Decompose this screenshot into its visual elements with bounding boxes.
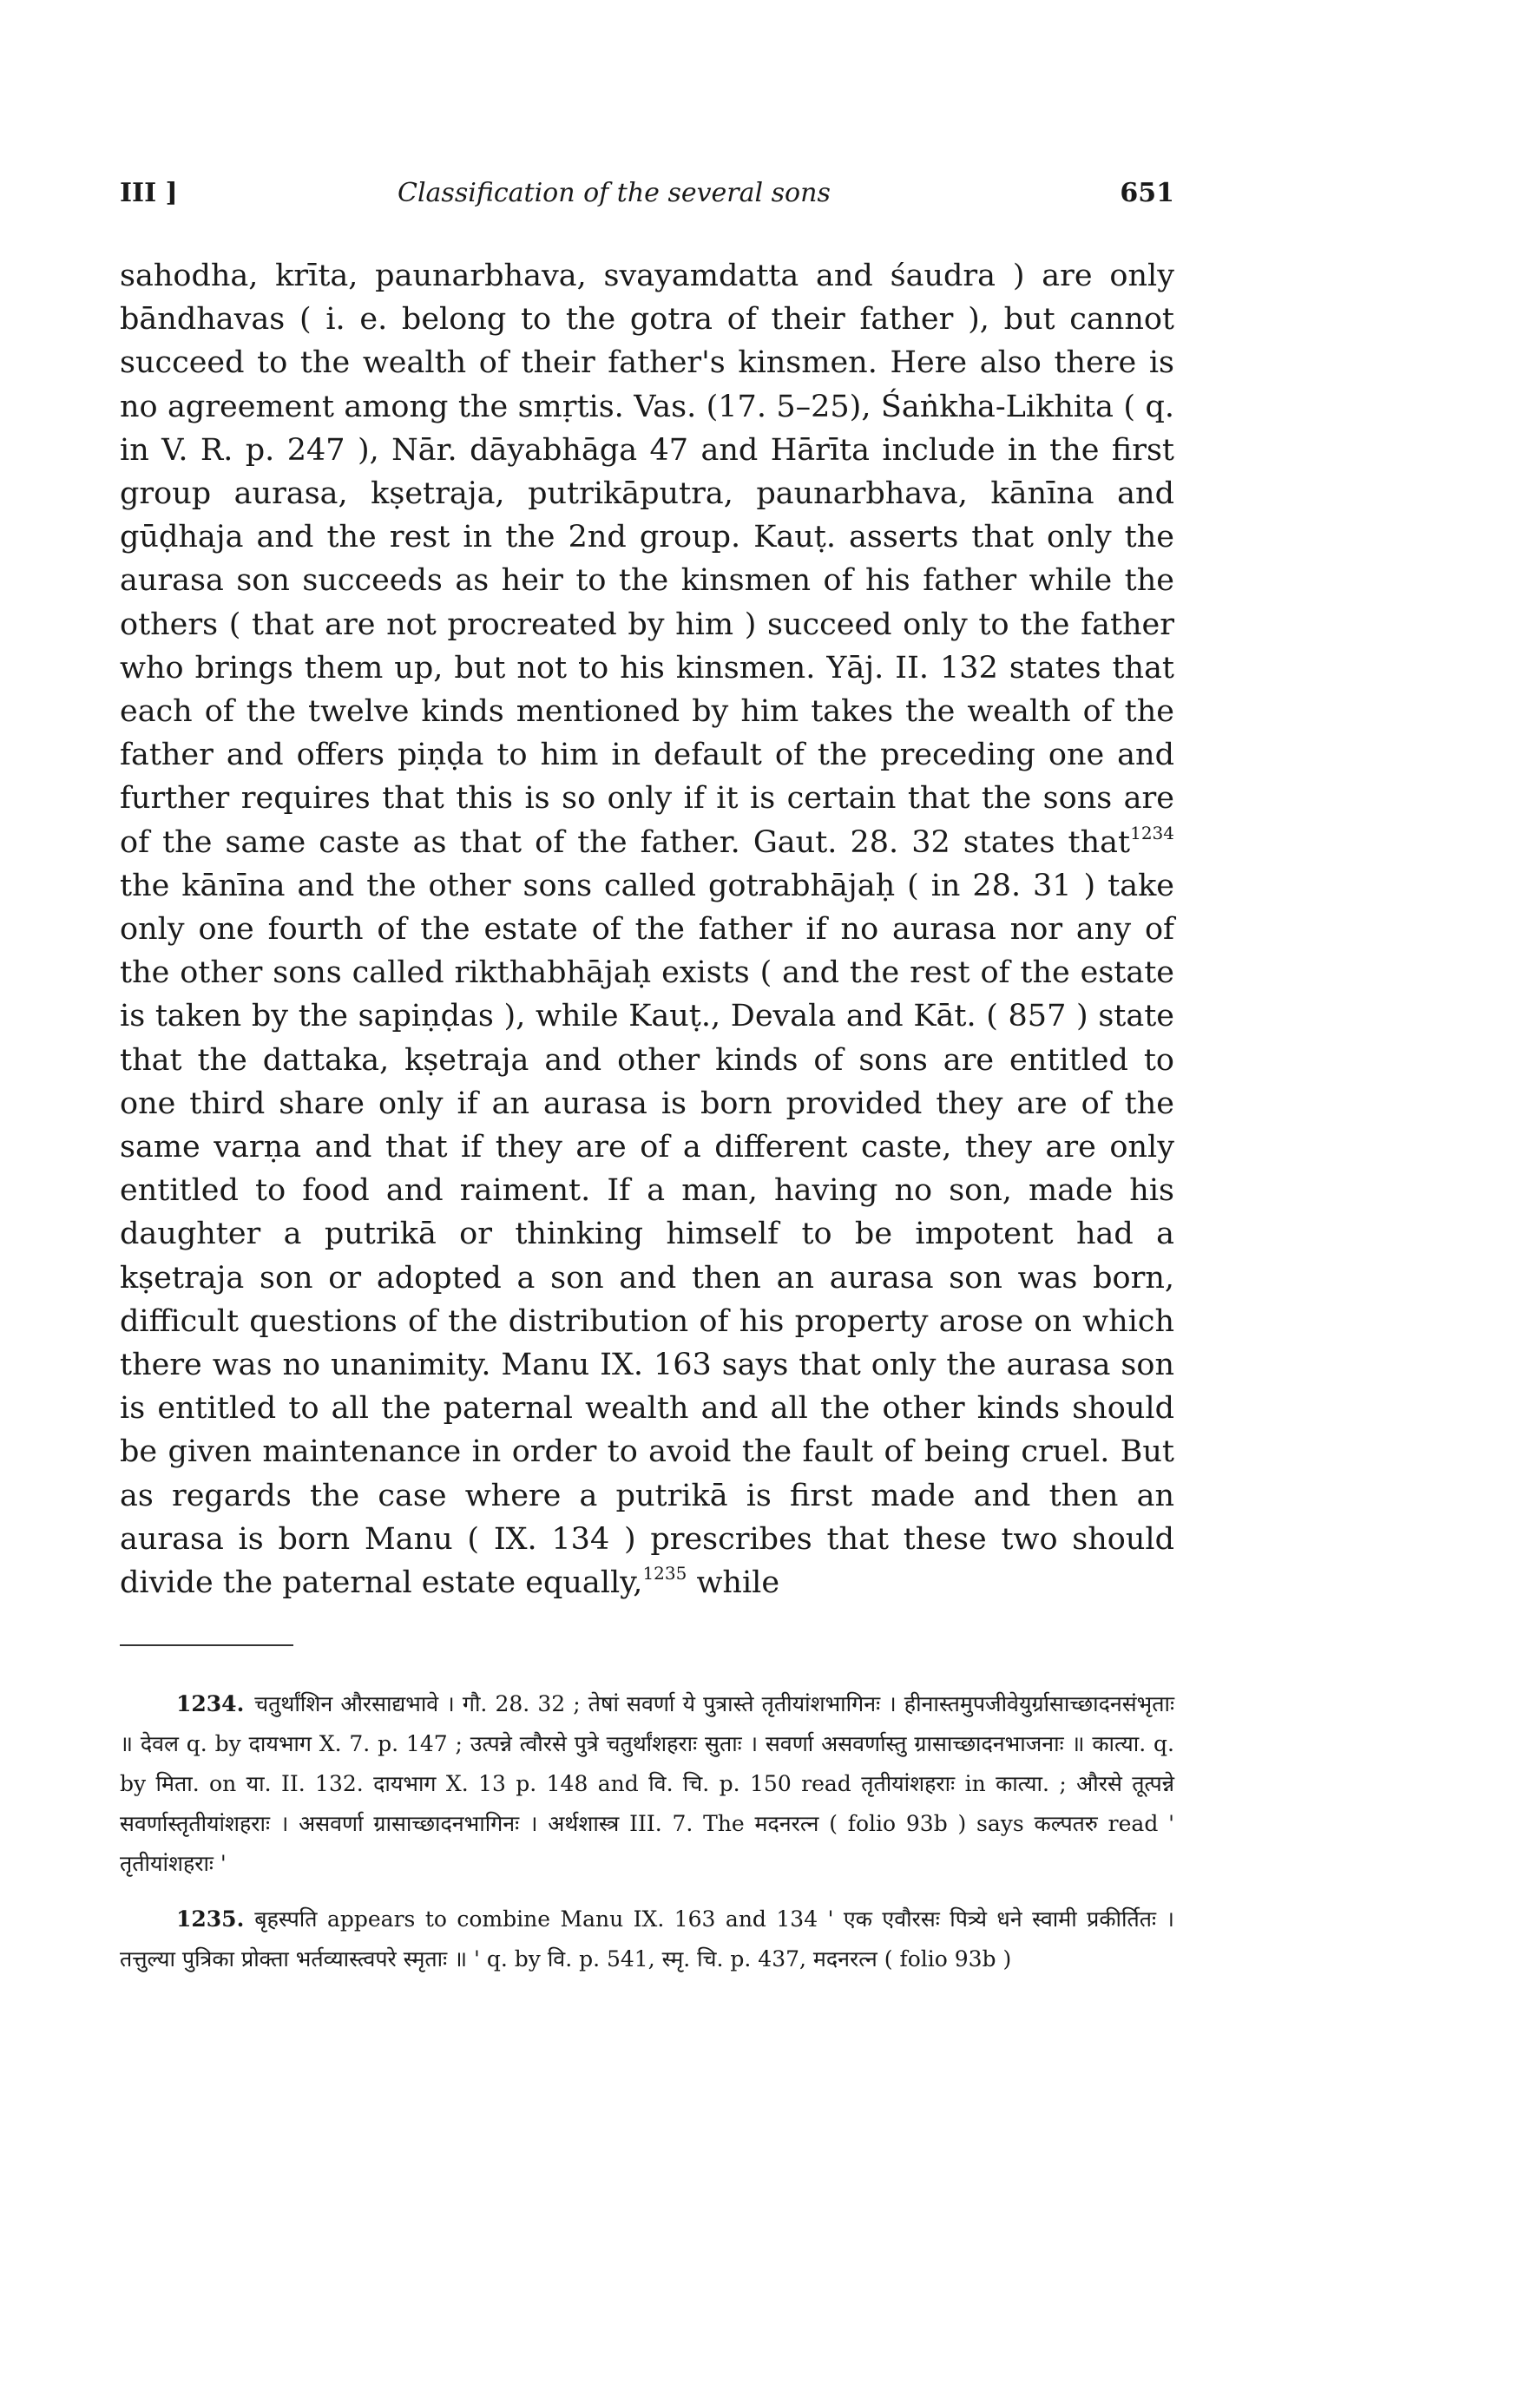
paragraph-text-end: while [687, 1565, 780, 1601]
section-label: III ] [120, 178, 178, 208]
paragraph [120, 254, 1174, 1604]
footnote-text: चतुर्थांशिन औरसाद्यभावे । गौ. 28. 32 ; तेषां सवर्णा ये पुत्रास्ते तृतीयांशभागिनः । हीनास्तमुपजीवेयुर्ग्रासाच्छादनसंभृताः ॥ देवल q. by दायभाग X. 7. p. 147 ; उत्पन्ने त्वौरसे पुत्रे चतुर्थांशहराः सुताः । सवर्णा असवर्णास्तु ग्रासाच्छादनभाजनाः ॥ कात्या. q. by मिता. on या. II. 132. दायभाग X. 13 p. 148 and वि. चि. p. 150 read तृतीयांशहराः in कात्या. ; औरसे तूत्पन्ने सवर्णास्तृतीयांशहराः । असवर्णा ग्रासाच्छादनभागिनः । अर्थशास्त्र III. 7. The मदनरत्न ( folio 93b ) says कल्पतरु read ' तृतीयांशहराः ' [120, 1691, 1174, 1877]
page [120, 178, 1174, 1995]
footnote-1234 [120, 1684, 1174, 1884]
footnote-text: बृहस्पति appears to combine Manu IX. 163 and 134 ' एक एवौरसः पित्र्ये धने स्वामी प्रकीर्तितः । तत्तुल्या पुत्रिका प्रोक्ता भर्तव्यास्त्वपरे स्मृताः ॥ ' q. by वि. p. 541, स्मृ. चि. p. 437, मदनरत्न ( folio 93b ) [120, 1906, 1174, 1972]
footnotes [120, 1684, 1174, 1979]
footnote-1235 [120, 1899, 1174, 1979]
footnote-number: 1235. [176, 1906, 245, 1932]
footnote-divider [120, 1644, 293, 1646]
footnote-ref-1234[interactable]: 1234 [1130, 822, 1174, 843]
paragraph-text: sahodha, krīta, paunarbhava, svayamdatta and śaudra ) are only bāndhavas ( i. e. belong to the gotra of their father ), but cannot succeed to the wealth of their father's kinsmen. Here also there is no agreement among the smṛtis. Vas. (17. 5–25), Śaṅkha-Likhita ( q. in V. R. p. 247 ), Nār. dāyabhāga 47 and Hārīta include in the first group aurasa, kṣetraja, putrikāputra, paunarbhava, kānīna and gūḍhaja and the rest in the 2nd group. Kauṭ. asserts that only the aurasa son succeeds as heir to the kinsmen of his father while the others ( that are not procreated by him ) succeed only to the father who brings them up, but not to his kinsmen. Yāj. II. 132 states that each of the twelve kinds mentioned by him takes the wealth of the father and offers piṇḍa to him in default of the preceding one and further requires that this is so only if it is certain that the sons are of the same caste as that of the father. Gaut. 28. 32 states that [120, 259, 1174, 860]
paragraph-text-continued: the kānīna and the other sons called gotrabhājaḥ ( in 28. 31 ) take only one fourth of the estate of the father if no aurasa nor any of the other sons called rikthabhājaḥ exists ( and the rest of the estate is taken by the sapiṇḍas ), while Kauṭ., Devala and Kāt. ( 857 ) state that the dattaka, kṣetraja and other kinds of sons are entitled to one third share only if an aurasa is born provided they are of the same varṇa and that if they are of a different caste, they are only entitled to food and raiment. If a man, having no son, made his daughter a putrikā or thinking himself to be impotent had a kṣetraja son or adopted a son and then an aurasa son was born, difficult questions of the distribution of his property arose on which there was no unanimity. Manu IX. 163 says that only the aurasa son is entitled to all the paternal wealth and all the other kinds should be given maintenance in order to avoid the fault of being cruel. But as regards the case where a putrikā is first made and then an aurasa is born Manu ( IX. 134 ) prescribes that these two should divide the paternal estate equally, [120, 868, 1174, 1601]
running-header [120, 178, 1174, 230]
footnote-ref-1235[interactable]: 1235 [642, 1563, 687, 1585]
footnote-number: 1234. [176, 1691, 245, 1717]
running-title: Classification of the several sons [398, 178, 831, 208]
main-text [120, 254, 1174, 1604]
page-number: 651 [1120, 178, 1174, 208]
